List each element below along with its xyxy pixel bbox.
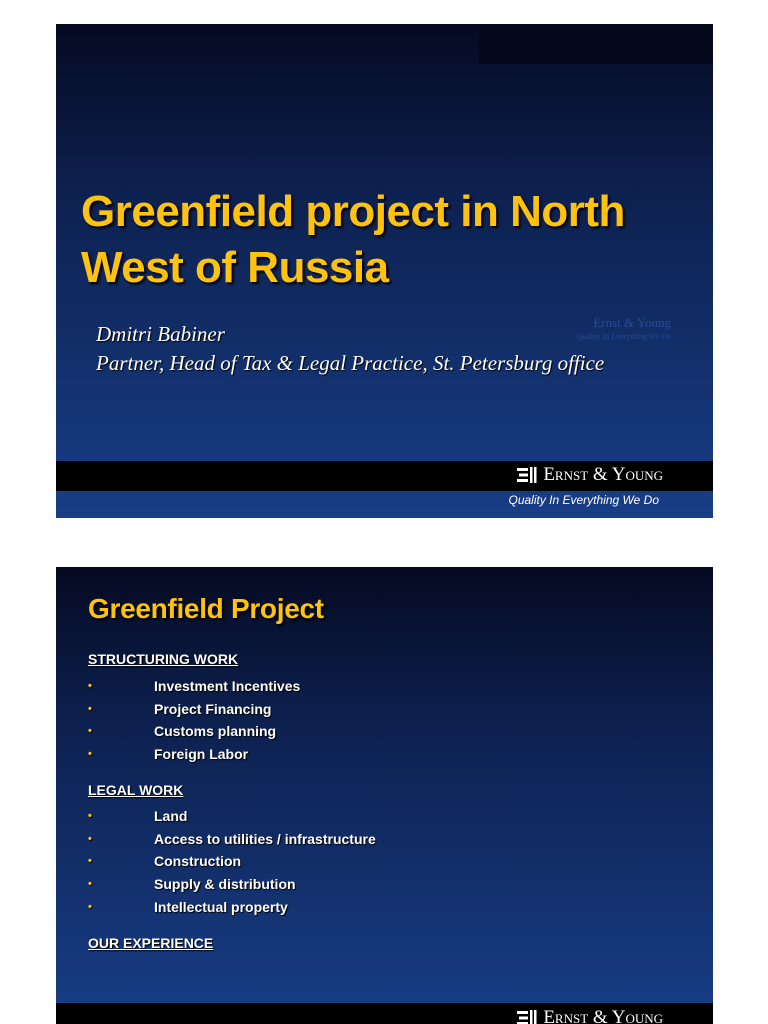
title-line-2: West of Russia xyxy=(81,243,389,292)
list-item-label: Access to utilities / infrastructure xyxy=(154,830,376,847)
ernst-young-logo xyxy=(517,464,663,486)
list-item-label: Investment Incentives xyxy=(154,678,301,694)
ghost-logo-tagline: Quality In Everything We Do xyxy=(576,332,671,341)
slide-title xyxy=(81,184,701,296)
bullet-icon: • xyxy=(88,680,92,692)
bullet-icon: • xyxy=(88,810,92,822)
list-item-label: Land xyxy=(154,808,188,824)
ghost-logo-name: Ernst & Young xyxy=(593,315,671,330)
list-item-label: Project Financing xyxy=(154,700,272,717)
bullet-icon: • xyxy=(88,900,92,913)
speaker-role: Partner, Head of Tax & Legal Practice, St. Petersburg office xyxy=(96,351,605,375)
list-item-label: Construction xyxy=(154,853,242,870)
bullet-icon: • xyxy=(88,725,92,738)
content-slide xyxy=(56,567,713,1024)
bullet-icon: • xyxy=(88,748,92,761)
list-item-label: Customs planning xyxy=(154,723,277,740)
slide-title: Greenfield Project xyxy=(88,593,324,624)
corner-block xyxy=(479,24,713,64)
section-heading-structuring: STRUCTURING WORK xyxy=(88,651,239,667)
section-heading-legal: LEGAL WORK xyxy=(88,782,184,798)
bullet-icon: • xyxy=(88,855,92,868)
bullet-icon: • xyxy=(88,832,92,845)
logo-name: Ernst & Young xyxy=(543,464,663,485)
speaker-info xyxy=(96,320,604,378)
ernst-young-logo-mark-icon xyxy=(517,1009,537,1024)
title-slide xyxy=(56,24,713,518)
logo-tagline: Quality In Everything We Do xyxy=(508,493,659,507)
speaker-name: Dmitri Babiner xyxy=(96,322,225,346)
ernst-young-logo xyxy=(517,1007,663,1024)
ghost-logo xyxy=(577,316,671,344)
section-heading-experience: OUR EXPERIENCE xyxy=(88,935,214,951)
logo-name: Ernst & Young xyxy=(543,1007,663,1024)
list-item-label: Intellectual property xyxy=(154,898,288,915)
bullet-icon: • xyxy=(88,702,92,715)
list-item-label: Supply & distribution xyxy=(154,876,296,893)
bullet-icon: • xyxy=(88,878,92,891)
ernst-young-logo-mark-icon xyxy=(517,466,537,484)
list-item-label: Foreign Labor xyxy=(154,746,249,763)
title-line-1: Greenfield project in North xyxy=(81,187,625,236)
